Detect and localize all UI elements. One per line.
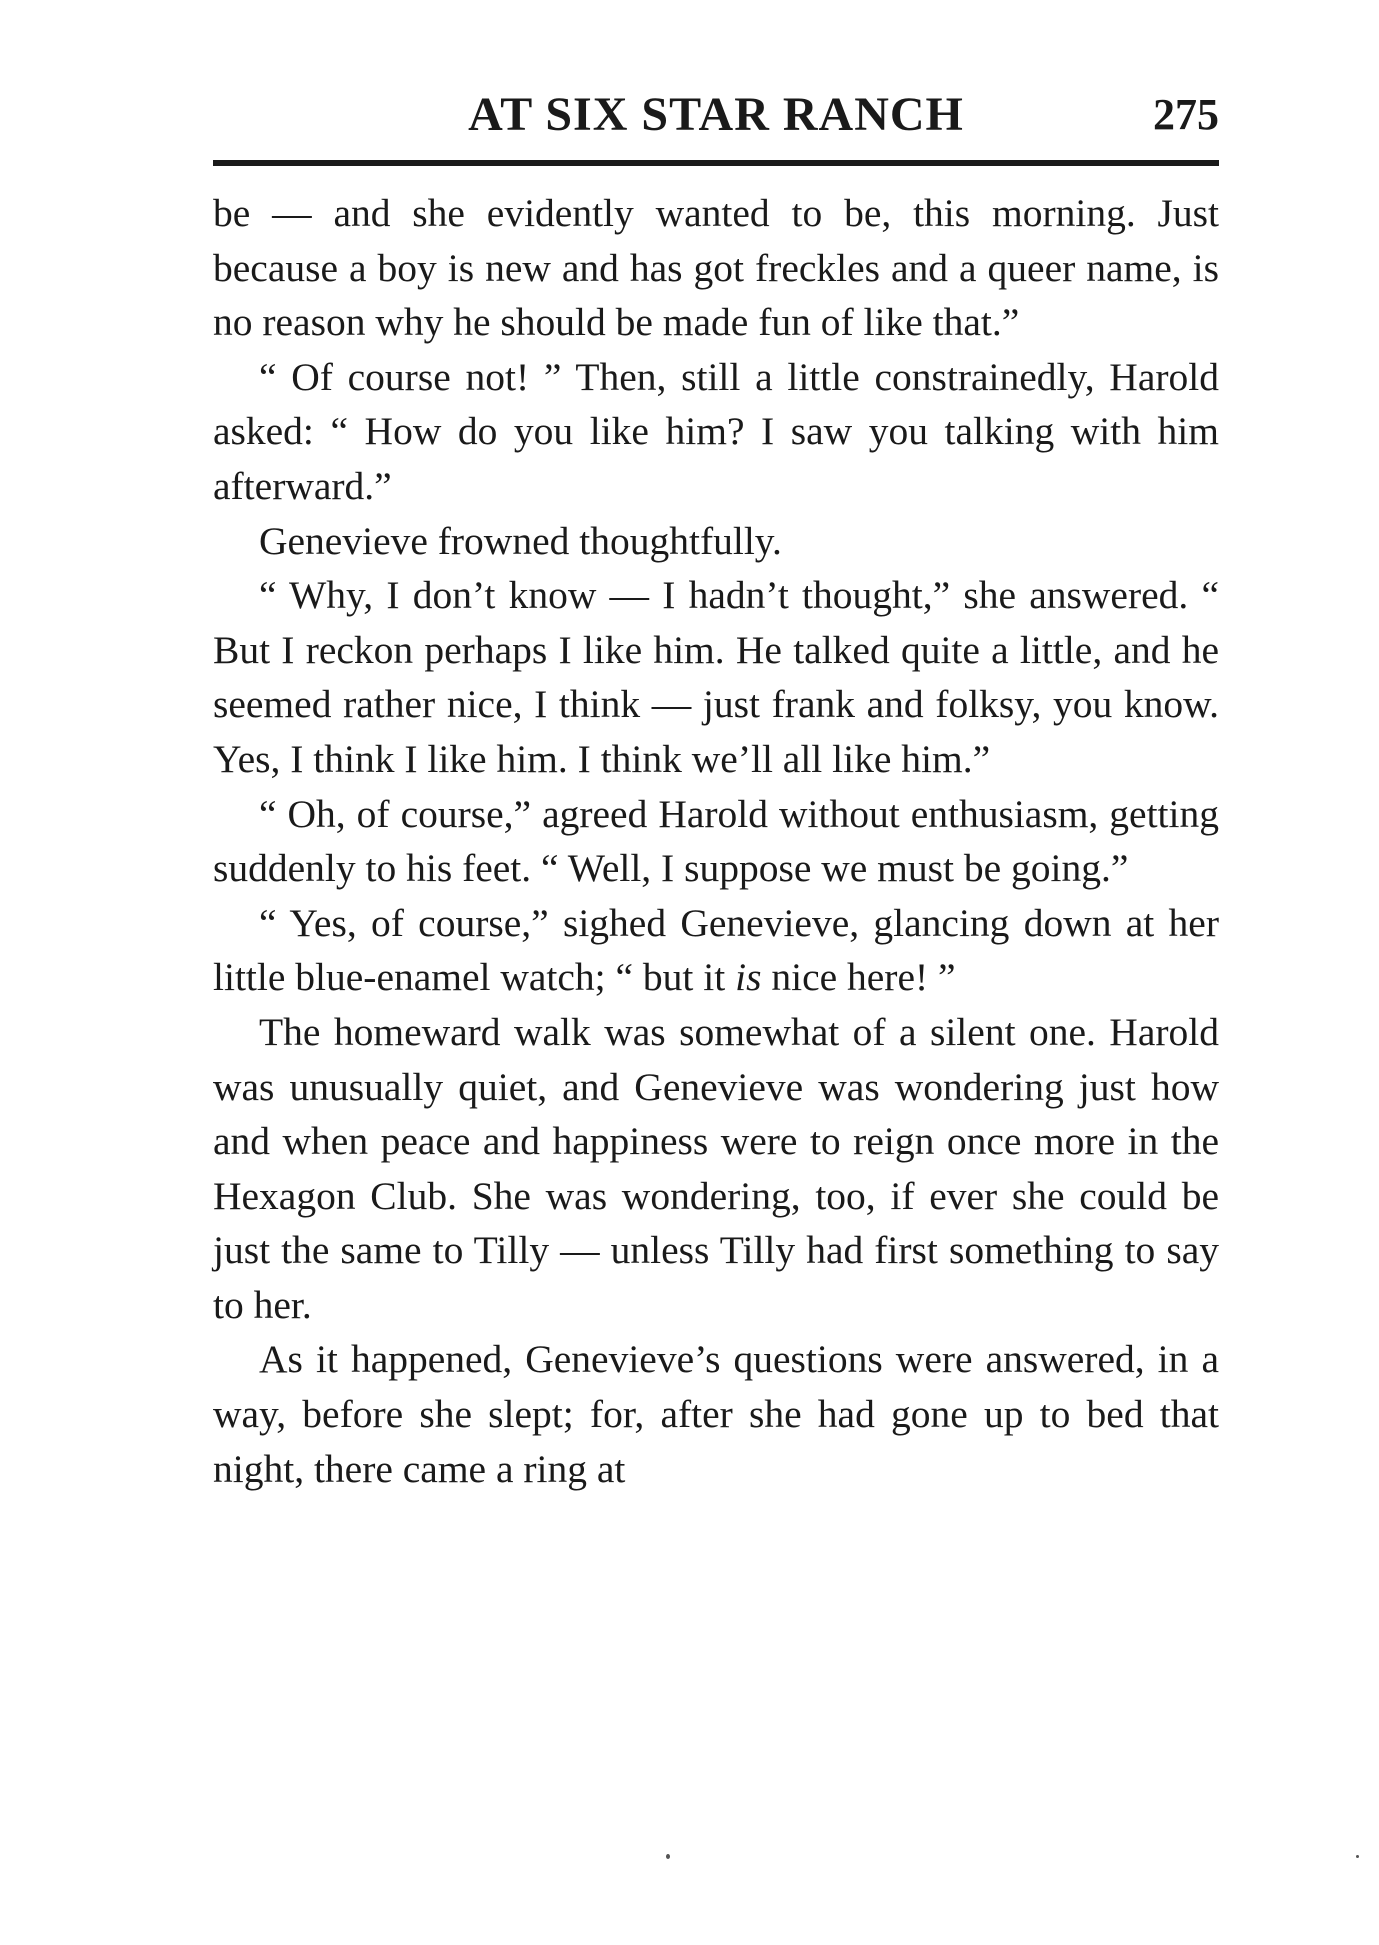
paragraph-1: be — and she evidently wanted to be, this morning. Just because a boy is new and has got freckles and a queer name, is no reason why he should be made fun of like that.” <box>213 191 1219 345</box>
paragraph-4: “ Why, I don’t know — I hadn’t thought,” she answered. “ But I reckon perhaps I like him. He talked quite a little, and he seemed rather nice, I think — just frank and folksy, you know. Yes, I think I like him. I think we’ll all like him.” <box>213 573 1219 781</box>
header-rule <box>213 160 1219 166</box>
body-text <box>213 186 1219 1496</box>
paragraph-5: “ Oh, of course,” agreed Harold without enthusiasm, getting suddenly to his feet. “ Well, I suppose we must be going.” <box>213 791 1219 891</box>
page-number: 275 <box>1153 90 1219 139</box>
paragraph-8: As it happened, Genevieve’s questions were answered, in a way, before she slept; for, after she had gone up to bed that night, there came a ring at <box>213 1337 1219 1491</box>
paragraph-3: Genevieve frowned thoughtfully. <box>259 518 782 563</box>
ink-speck <box>1356 1855 1359 1858</box>
page-header <box>213 86 1219 156</box>
paragraph-6-text-before: “ Yes, of course,” sighed Genevieve, glancing down at her little blue-enamel watch; “ but it <box>213 900 1219 1000</box>
paragraph-7: The homeward walk was somewhat of a silent one. Harold was unusually quiet, and Genevieve was wondering just how and when peace and happiness were to reign once more in the Hexagon Club. She was wondering, too, if ever she could be just the same to Tilly — unless Tilly had first something to say to her. <box>213 1009 1219 1327</box>
paragraph-6-emphasis: is <box>735 955 762 1000</box>
paragraph-2: “ Of course not! ” Then, still a little constrainedly, Harold asked: “ How do you like him? I saw you talking with him afterward.” <box>213 354 1219 508</box>
running-title: AT SIX STAR RANCH <box>468 88 964 141</box>
paragraph-6 <box>213 896 1219 1005</box>
paragraph-6-text-after: nice here! ” <box>761 955 956 1000</box>
ink-speck <box>666 1854 670 1859</box>
